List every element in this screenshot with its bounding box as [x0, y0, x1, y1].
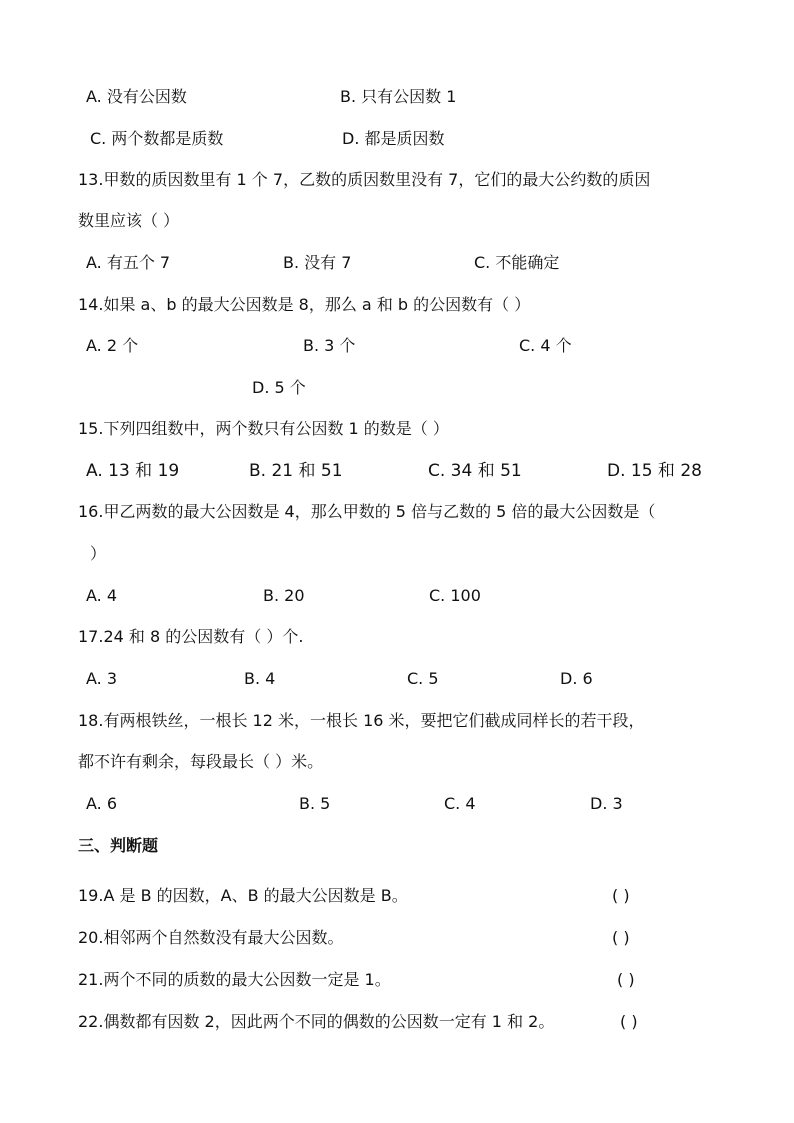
q13-option-c: C. 不能确定 [474, 253, 560, 272]
section-title-judgment: 三、判断题 [78, 836, 159, 855]
q15-option-d: D. 15 和 28 [607, 461, 702, 481]
q18-option-b: B. 5 [299, 794, 331, 813]
q17-option-c: C. 5 [407, 669, 439, 688]
q16-option-a: A. 4 [86, 586, 118, 605]
q12-option-b: B. 只有公因数 1 [340, 87, 457, 106]
q14-option-d: D. 5 个 [252, 378, 306, 397]
q21-answer-blank[interactable]: ( ) [617, 970, 635, 989]
q20-answer-blank[interactable]: ( ) [612, 928, 630, 947]
q19-answer-blank[interactable]: ( ) [612, 886, 630, 905]
q17-option-a: A. 3 [86, 669, 118, 688]
q12-option-c: C. 两个数都是质数 [90, 129, 224, 148]
q19-text: 19.A 是 B 的因数，A、B 的最大公因数是 B。 [78, 886, 408, 905]
q18-option-c: C. 4 [444, 794, 476, 813]
q22-text: 22.偶数都有因数 2，因此两个不同的偶数的公因数一定有 1 和 2。 [78, 1012, 555, 1031]
q12-option-d: D. 都是质因数 [342, 129, 445, 148]
q18-option-d: D. 3 [590, 794, 623, 813]
q15-option-c: C. 34 和 51 [428, 461, 522, 481]
q15-option-a: A. 13 和 19 [86, 461, 180, 481]
q15-text: 15.下列四组数中，两个数只有公因数 1 的数是（ ） [78, 419, 449, 438]
q18-text-line2: 都不许有剩余，每段最长（ ）米。 [78, 752, 324, 771]
q17-text: 17.24 和 8 的公因数有（ ）个. [78, 627, 304, 646]
q16-text-line2: ） [90, 544, 107, 563]
q17-option-d: D. 6 [560, 669, 593, 688]
q13-option-b: B. 没有 7 [283, 253, 352, 272]
q18-text-line1: 18.有两根铁丝，一根长 12 米，一根长 16 米，要把它们截成同样长的若干段， [78, 711, 645, 730]
q13-text-line1: 13.甲数的质因数里有 1 个 7，乙数的质因数里没有 7，它们的最大公约数的质因 [78, 170, 651, 189]
q16-option-b: B. 20 [263, 586, 305, 605]
q12-option-a: A. 没有公因数 [86, 87, 187, 106]
q14-option-a: A. 2 个 [86, 336, 139, 355]
q17-option-b: B. 4 [244, 669, 276, 688]
q15-option-b: B. 21 和 51 [249, 461, 343, 481]
q14-option-b: B. 3 个 [303, 336, 356, 355]
q14-text: 14.如果 a、b 的最大公因数是 8，那么 a 和 b 的公因数有（ ） [78, 295, 531, 314]
q14-option-c: C. 4 个 [519, 336, 572, 355]
q18-option-a: A. 6 [86, 794, 118, 813]
q21-text: 21.两个不同的质数的最大公因数一定是 1。 [78, 970, 391, 989]
q16-option-c: C. 100 [429, 586, 481, 605]
q13-option-a: A. 有五个 7 [86, 253, 171, 272]
q13-text-line2: 数里应该（ ） [78, 211, 180, 230]
q20-text: 20.相邻两个自然数没有最大公因数。 [78, 928, 344, 947]
q16-text-line1: 16.甲乙两数的最大公因数是 4，那么甲数的 5 倍与乙数的 5 倍的最大公因数是（ [78, 502, 656, 521]
q22-answer-blank[interactable]: ( ) [620, 1012, 638, 1031]
